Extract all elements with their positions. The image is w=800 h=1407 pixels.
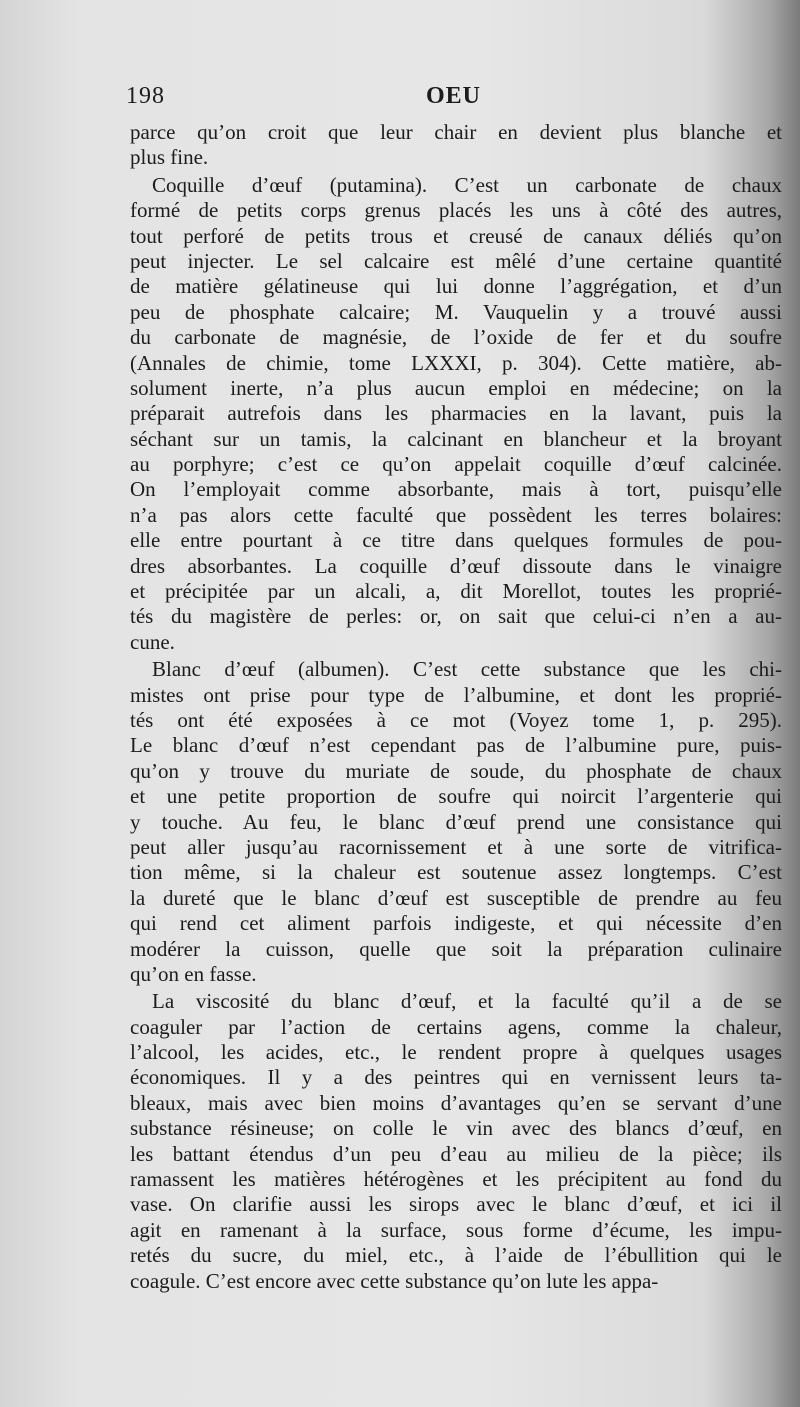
text-line: parce qu’on croit que leur chair en devient plus blanche et bbox=[130, 120, 782, 144]
text-line: retés du sucre, du miel, etc., à l’aide de l’ébullition qui le bbox=[130, 1243, 782, 1268]
text-line: qu’on y trouve du muriate de soude, du phosphate de chaux bbox=[130, 758, 782, 783]
text-line: La viscosité du blanc d’œuf, et la faculté qu’il a de se bbox=[152, 989, 782, 1014]
running-head: OEU bbox=[426, 83, 482, 109]
text-line: elle entre pourtant à ce titre dans quelques formules de pou- bbox=[130, 528, 782, 553]
text-line: coagule. C’est encore avec cette substance qu’on lute les appa- bbox=[130, 1268, 659, 1293]
text-line: au porphyre; c’est ce qu’on appelait coquille d’œuf calcinée. bbox=[130, 452, 782, 477]
text-line: économiques. Il y a des peintres qui en vernissent leurs ta- bbox=[130, 1065, 782, 1090]
text-line: Le blanc d’œuf n’est cependant pas de l’albumine pure, puis- bbox=[130, 733, 782, 758]
text-line: On l’employait comme absorbante, mais à tort, puisqu’elle bbox=[130, 477, 782, 502]
text-line: préparait autrefois dans les pharmacies en la lavant, puis la bbox=[130, 401, 782, 426]
text-line: n’a pas alors cette faculté que possèdent les terres bolaires: bbox=[130, 502, 782, 527]
text-line: séchant sur un tamis, la calcinant en blancheur et la broyant bbox=[130, 426, 782, 451]
text-line: (Annales de chimie, tome LXXXI, p. 304). Cette matière, ab- bbox=[130, 350, 782, 375]
text-line: tés du magistère de perles: or, on sait que celui-ci n’en a au- bbox=[130, 604, 782, 629]
text-line: plus fine. bbox=[130, 145, 209, 170]
text-line: peu de phosphate calcaire; M. Vauquelin y a trouvé aussi bbox=[130, 299, 782, 324]
text-line: solument inerte, n’a plus aucun emploi en médecine; on la bbox=[130, 375, 782, 400]
text-line: formé de petits corps grenus placés les uns à côté des autres, bbox=[130, 198, 782, 223]
paragraph bbox=[130, 989, 782, 1294]
text-line: ramassent les matières hétérogènes et les précipitent au fond du bbox=[130, 1167, 782, 1192]
body-text bbox=[130, 120, 782, 1294]
paragraph bbox=[130, 657, 782, 987]
text-line: tion même, si la chaleur est soutenue assez longtemps. C’est bbox=[130, 860, 782, 885]
text-line: peut injecter. Le sel calcaire est mêlé d’une certaine quantité bbox=[130, 248, 782, 273]
text-line: et précipitée par un alcali, a, dit Morellot, toutes les proprié- bbox=[130, 579, 782, 604]
text-line: mistes ont prise pour type de l’albumine, et dont les proprié- bbox=[130, 682, 782, 707]
text-line: dres absorbantes. La coquille d’œuf dissoute dans le vinaigre bbox=[130, 553, 782, 578]
text-line: la dureté que le blanc d’œuf est susceptible de prendre au feu bbox=[130, 885, 782, 910]
text-line: modérer la cuisson, quelle que soit la préparation culinaire bbox=[130, 936, 782, 961]
text-line: vase. On clarifie aussi les sirops avec le blanc d’œuf, et ici il bbox=[130, 1192, 782, 1217]
text-line: peut aller jusqu’au racornissement et à une sorte de vitrifica- bbox=[130, 834, 782, 859]
text-line: qui rend cet aliment parfois indigeste, et qui nécessite d’en bbox=[130, 911, 782, 936]
text-line: agit en ramenant à la surface, sous forme d’écume, les impu- bbox=[130, 1217, 782, 1242]
text-line: bleaux, mais avec bien moins d’avantages qu’en se servant d’une bbox=[130, 1090, 782, 1115]
text-line: les battant étendus d’un peu d’eau au milieu de la pièce; ils bbox=[130, 1141, 782, 1166]
page-header bbox=[126, 83, 782, 120]
text-line: coaguler par l’action de certains agens, comme la chaleur, bbox=[130, 1014, 782, 1039]
text-line: substance résineuse; on colle le vin avec des blancs d’œuf, en bbox=[130, 1116, 782, 1141]
paragraph bbox=[130, 120, 782, 171]
text-line: Coquille d’œuf (putamina). C’est un carbonate de chaux bbox=[152, 172, 782, 197]
text-line: tout perforé de petits trous et creusé de canaux déliés qu’on bbox=[130, 223, 782, 248]
text-line: qu’on en fasse. bbox=[130, 961, 257, 986]
page-number: 198 bbox=[126, 83, 165, 109]
text-line: cune. bbox=[130, 629, 175, 654]
paragraph bbox=[130, 173, 782, 655]
text-line: et une petite proportion de soufre qui noircit l’argenterie qui bbox=[130, 784, 782, 809]
text-line: du carbonate de magnésie, de l’oxide de fer et du soufre bbox=[130, 325, 782, 350]
text-line: l’alcool, les acides, etc., le rendent propre à quelques usages bbox=[130, 1040, 782, 1065]
text-line: de matière gélatineuse qui lui donne l’aggrégation, et d’un bbox=[130, 274, 782, 299]
page-content bbox=[126, 83, 782, 1294]
text-line: Blanc d’œuf (albumen). C’est cette substance que les chi- bbox=[152, 657, 782, 682]
text-line: tés ont été exposées à ce mot (Voyez tome 1, p. 295). bbox=[130, 707, 782, 732]
text-line: y touche. Au feu, le blanc d’œuf prend une consistance qui bbox=[130, 809, 782, 834]
